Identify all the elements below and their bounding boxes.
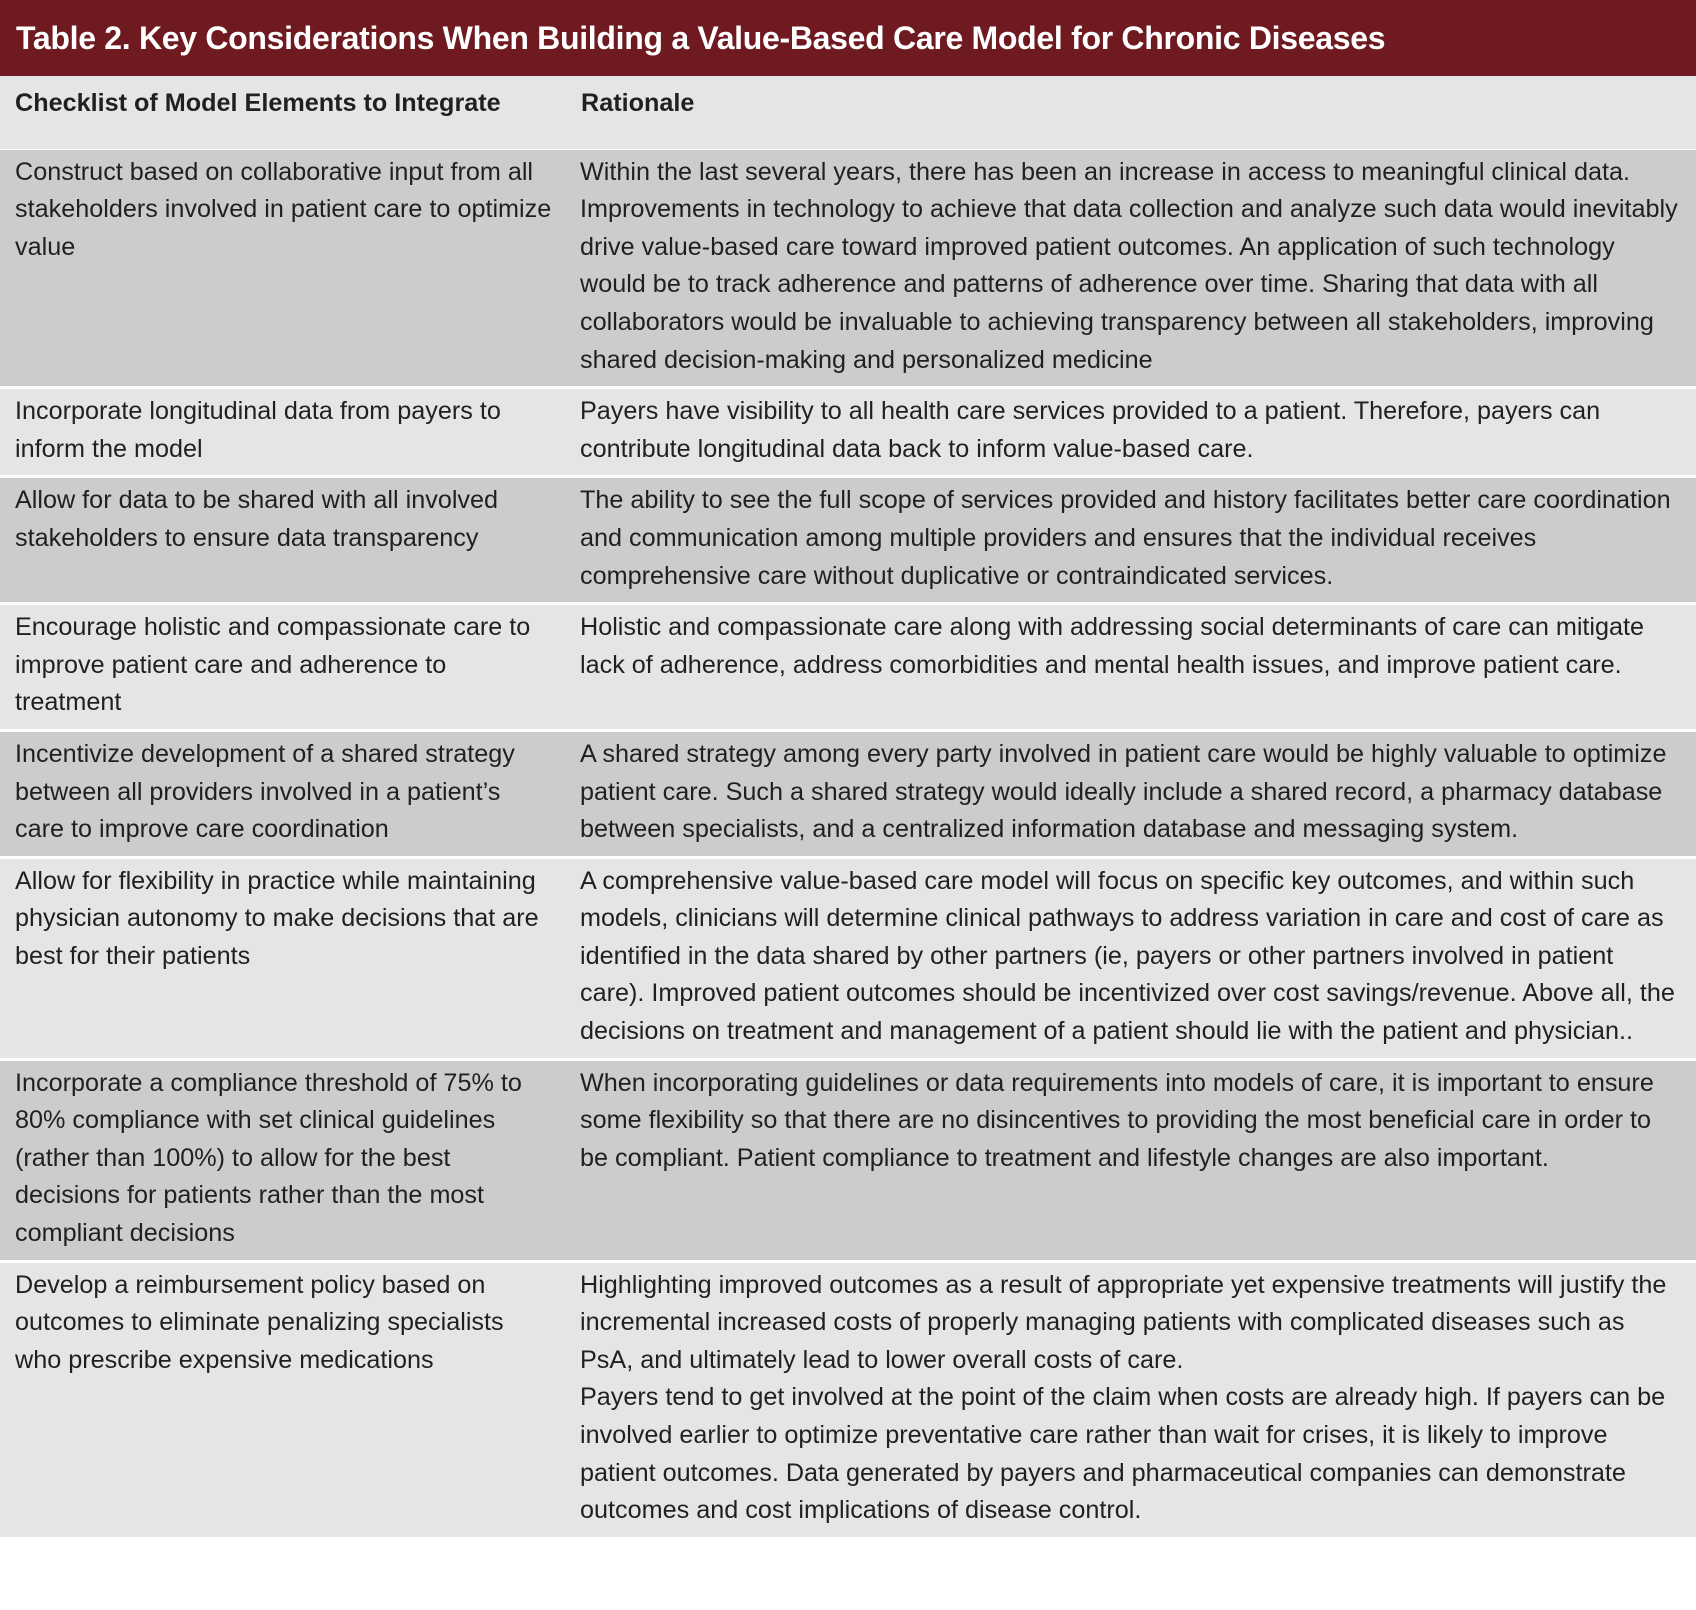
rationale-cell — [566, 857, 1696, 1059]
rationale-text: When incorporating guidelines or data requirements into models of care, it is important to ensure some flexibility so that there are no disincentives to providing the most beneficial care in order to be compliant. Patient compliance to treatment and lifestyle changes are also important. — [580, 1068, 1654, 1172]
table-row — [0, 1261, 1696, 1538]
element-text: Incorporate a compliance threshold of 75% to 80% compliance with set clinical guidelines (rather than 100%) to allow for the best decisions for patients rather than the most compliant decisions — [15, 1068, 522, 1248]
rationale-text: Payers have visibility to all health care services provided to a patient. Therefore, payers can contribute longitudinal data back to inform value-based care. — [580, 397, 1601, 463]
table-row — [0, 1059, 1696, 1261]
rationale-cell — [566, 1059, 1696, 1261]
table-row — [0, 730, 1696, 857]
table-row — [0, 388, 1696, 477]
rationale-cell — [566, 604, 1696, 731]
element-cell — [0, 857, 566, 1059]
element-cell — [0, 388, 566, 477]
element-cell — [0, 1059, 566, 1261]
element-text: Construct based on collaborative input from all stakeholders involved in patient care to optimize value — [15, 157, 552, 261]
column-header-checklist: Checklist of Model Elements to Integrate — [0, 76, 566, 149]
element-cell — [0, 730, 566, 857]
rationale-cell — [566, 477, 1696, 604]
element-cell — [0, 149, 566, 388]
rationale-cell — [566, 388, 1696, 477]
element-text: Incentivize development of a shared strategy between all providers involved in a patient’s care to improve care coordination — [15, 739, 515, 844]
element-text: Allow for flexibility in practice while maintaining physician autonomy to make decisions that are best for their patients — [15, 866, 539, 970]
element-cell — [0, 477, 566, 604]
considerations-table — [0, 76, 1696, 1540]
element-text: Allow for data to be shared with all involved stakeholders to ensure data transparency — [15, 486, 499, 552]
rationale-text: A shared strategy among every party involved in patient care would be highly valuable to optimize patient care. Such a shared strategy would ideally include a shared record, a pharmacy database between specialists, and a centralized information database and messaging system. — [580, 739, 1667, 844]
rationale-text: A comprehensive value-based care model will focus on specific key outcomes, and within such models, clinicians will determine clinical pathways to address variation in care and cost of care as identified in the data shared by other partners (ie, payers or other partners involved in patient care). Improved patient outcomes should be incentivized over cost savings/revenue. Above all, the decisions on treatment and management of a patient should lie with the patient and physician.. — [580, 866, 1675, 1046]
rationale-cell — [566, 730, 1696, 857]
rationale-text: Holistic and compassionate care along with addressing social determinants of care can mitigate lack of adherence, address comorbidities and mental health issues, and improve patient care. — [580, 613, 1645, 679]
table-row — [0, 477, 1696, 604]
rationale-cell — [566, 1261, 1696, 1538]
table-row — [0, 857, 1696, 1059]
element-text: Encourage holistic and compassionate care to improve patient care and adherence to treatment — [15, 613, 531, 717]
table-row — [0, 149, 1696, 388]
rationale-text: Within the last several years, there has been an increase in access to meaningful clinical data. Improvements in technology to achieve that data collection and analyze such data would inevitably drive value-based care toward improved patient outcomes. An application of such technology would be to track adherence and patterns of adherence over time. Sharing that data with all collaborators would be invaluable to achieving transparency between all stakeholders, improving shared decision-making and personalized medicine — [580, 157, 1678, 374]
rationale-text-second-paragraph: Payers tend to get involved at the point of the claim when costs are already high. If payers can be involved earlier to optimize preventative care rather than wait for crises, it is likely to improve patient outcomes. Data generated by payers and pharmaceutical companies can demonstrate outcomes and cost implications of disease control. — [580, 1383, 1666, 1525]
table-header-row — [0, 76, 1696, 149]
table-row — [0, 604, 1696, 731]
rationale-text: The ability to see the full scope of services provided and history facilitates better care coordination and communication among multiple providers and ensures that the individual receives comprehensive care without duplicative or contraindicated services. — [580, 486, 1671, 590]
column-header-rationale: Rationale — [566, 76, 1696, 149]
element-cell — [0, 1261, 566, 1538]
element-cell — [0, 604, 566, 731]
element-text: Develop a reimbursement policy based on outcomes to eliminate penalizing specialists who prescribe expensive medications — [15, 1270, 504, 1374]
rationale-cell — [566, 149, 1696, 388]
rationale-text: Highlighting improved outcomes as a result of appropriate yet expensive treatments will justify the incremental increased costs of properly managing patients with complicated diseases such as PsA, and ultimately lead to lower overall costs of care. — [580, 1270, 1667, 1374]
table-title: Table 2. Key Considerations When Building a Value-Based Care Model for Chronic Diseases — [0, 0, 1696, 76]
element-text: Incorporate longitudinal data from payers to inform the model — [15, 397, 501, 463]
